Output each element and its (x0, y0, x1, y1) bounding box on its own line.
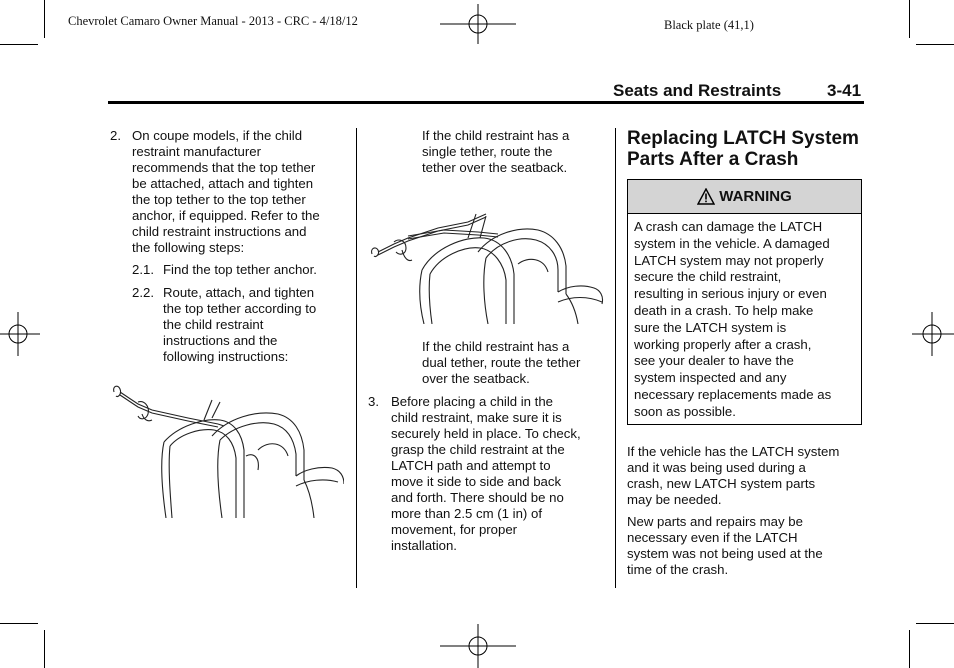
crop-mark (44, 630, 45, 668)
step-3-text: Before placing a child in the child restraint, make sure it is securely held in place. To check, grasp the child restraint at the LATCH path and attempt to move it side to side and back and forth. There should be no more than 2.5 cm (1 in) of movement, for proper installation. (391, 394, 581, 553)
warning-header (628, 180, 861, 214)
running-header-right: Black plate (41,1) (664, 18, 754, 32)
single-tether-text: If the child restraint has a single tether, route the tether over the seatback. (422, 128, 570, 175)
crop-mark (44, 0, 45, 38)
registration-mark-left (0, 312, 40, 356)
dual-tether-text: If the child restraint has a dual tether, route the tether over the seatback. (422, 339, 581, 386)
crop-mark (909, 630, 910, 668)
registration-mark-right (912, 312, 954, 356)
crop-mark (0, 623, 38, 624)
section-heading: Replacing LATCH System Parts After a Crash (627, 128, 859, 170)
crop-mark (0, 44, 38, 45)
warning-label: WARNING (719, 188, 792, 205)
step-2-text: On coupe models, if the child restraint manufacturer recommends that the top tether be attached, attach and tighten the top tether to the top tether anchor, if equipped. Refer to the child restraint instructions and the following steps: (132, 128, 320, 255)
substep-2-2-number: 2.2. (132, 285, 154, 300)
warning-icon (697, 188, 715, 205)
crop-mark (916, 623, 954, 624)
column-divider (615, 128, 616, 588)
warning-text: A crash can damage the LATCH system in the vehicle. A damaged LATCH system may not properly secure the child restraint, resulting in serious injury or even death in a crash. To help make sure the LATCH system is working properly after a crash, see your dealer to have the system inspected and any necessary replacements made as soon as possible. (634, 219, 832, 419)
column-divider (356, 128, 357, 588)
header-rule (108, 101, 864, 104)
page-number: 3-41 (827, 81, 862, 100)
substep-2-1-text: Find the top tether anchor. (163, 262, 317, 277)
step-3-number: 3. (368, 394, 379, 409)
latch-paragraph-2: New parts and repairs may be necessary even if the LATCH system was not being used at the time of the crash. (627, 514, 823, 577)
dual-tether-seat-illustration (368, 208, 604, 324)
step-2-number: 2. (110, 128, 121, 143)
substep-2-1-number: 2.1. (132, 262, 154, 277)
warning-box (627, 179, 862, 425)
registration-mark-top (440, 4, 516, 44)
running-header-left: Chevrolet Camaro Owner Manual - 2013 - CRC - 4/18/12 (68, 14, 358, 28)
crop-mark (916, 44, 954, 45)
section-title: Seats and Restraints (613, 81, 782, 100)
crop-mark (909, 0, 910, 38)
substep-2-2-text: Route, attach, and tighten the top tether according to the child restraint instructions and the following instructions: (163, 285, 317, 364)
single-tether-seat-illustration (108, 380, 344, 518)
latch-paragraph-1: If the vehicle has the LATCH system and it was being used during a crash, new LATCH system parts may be needed. (627, 444, 840, 507)
registration-mark-bottom (440, 624, 516, 668)
